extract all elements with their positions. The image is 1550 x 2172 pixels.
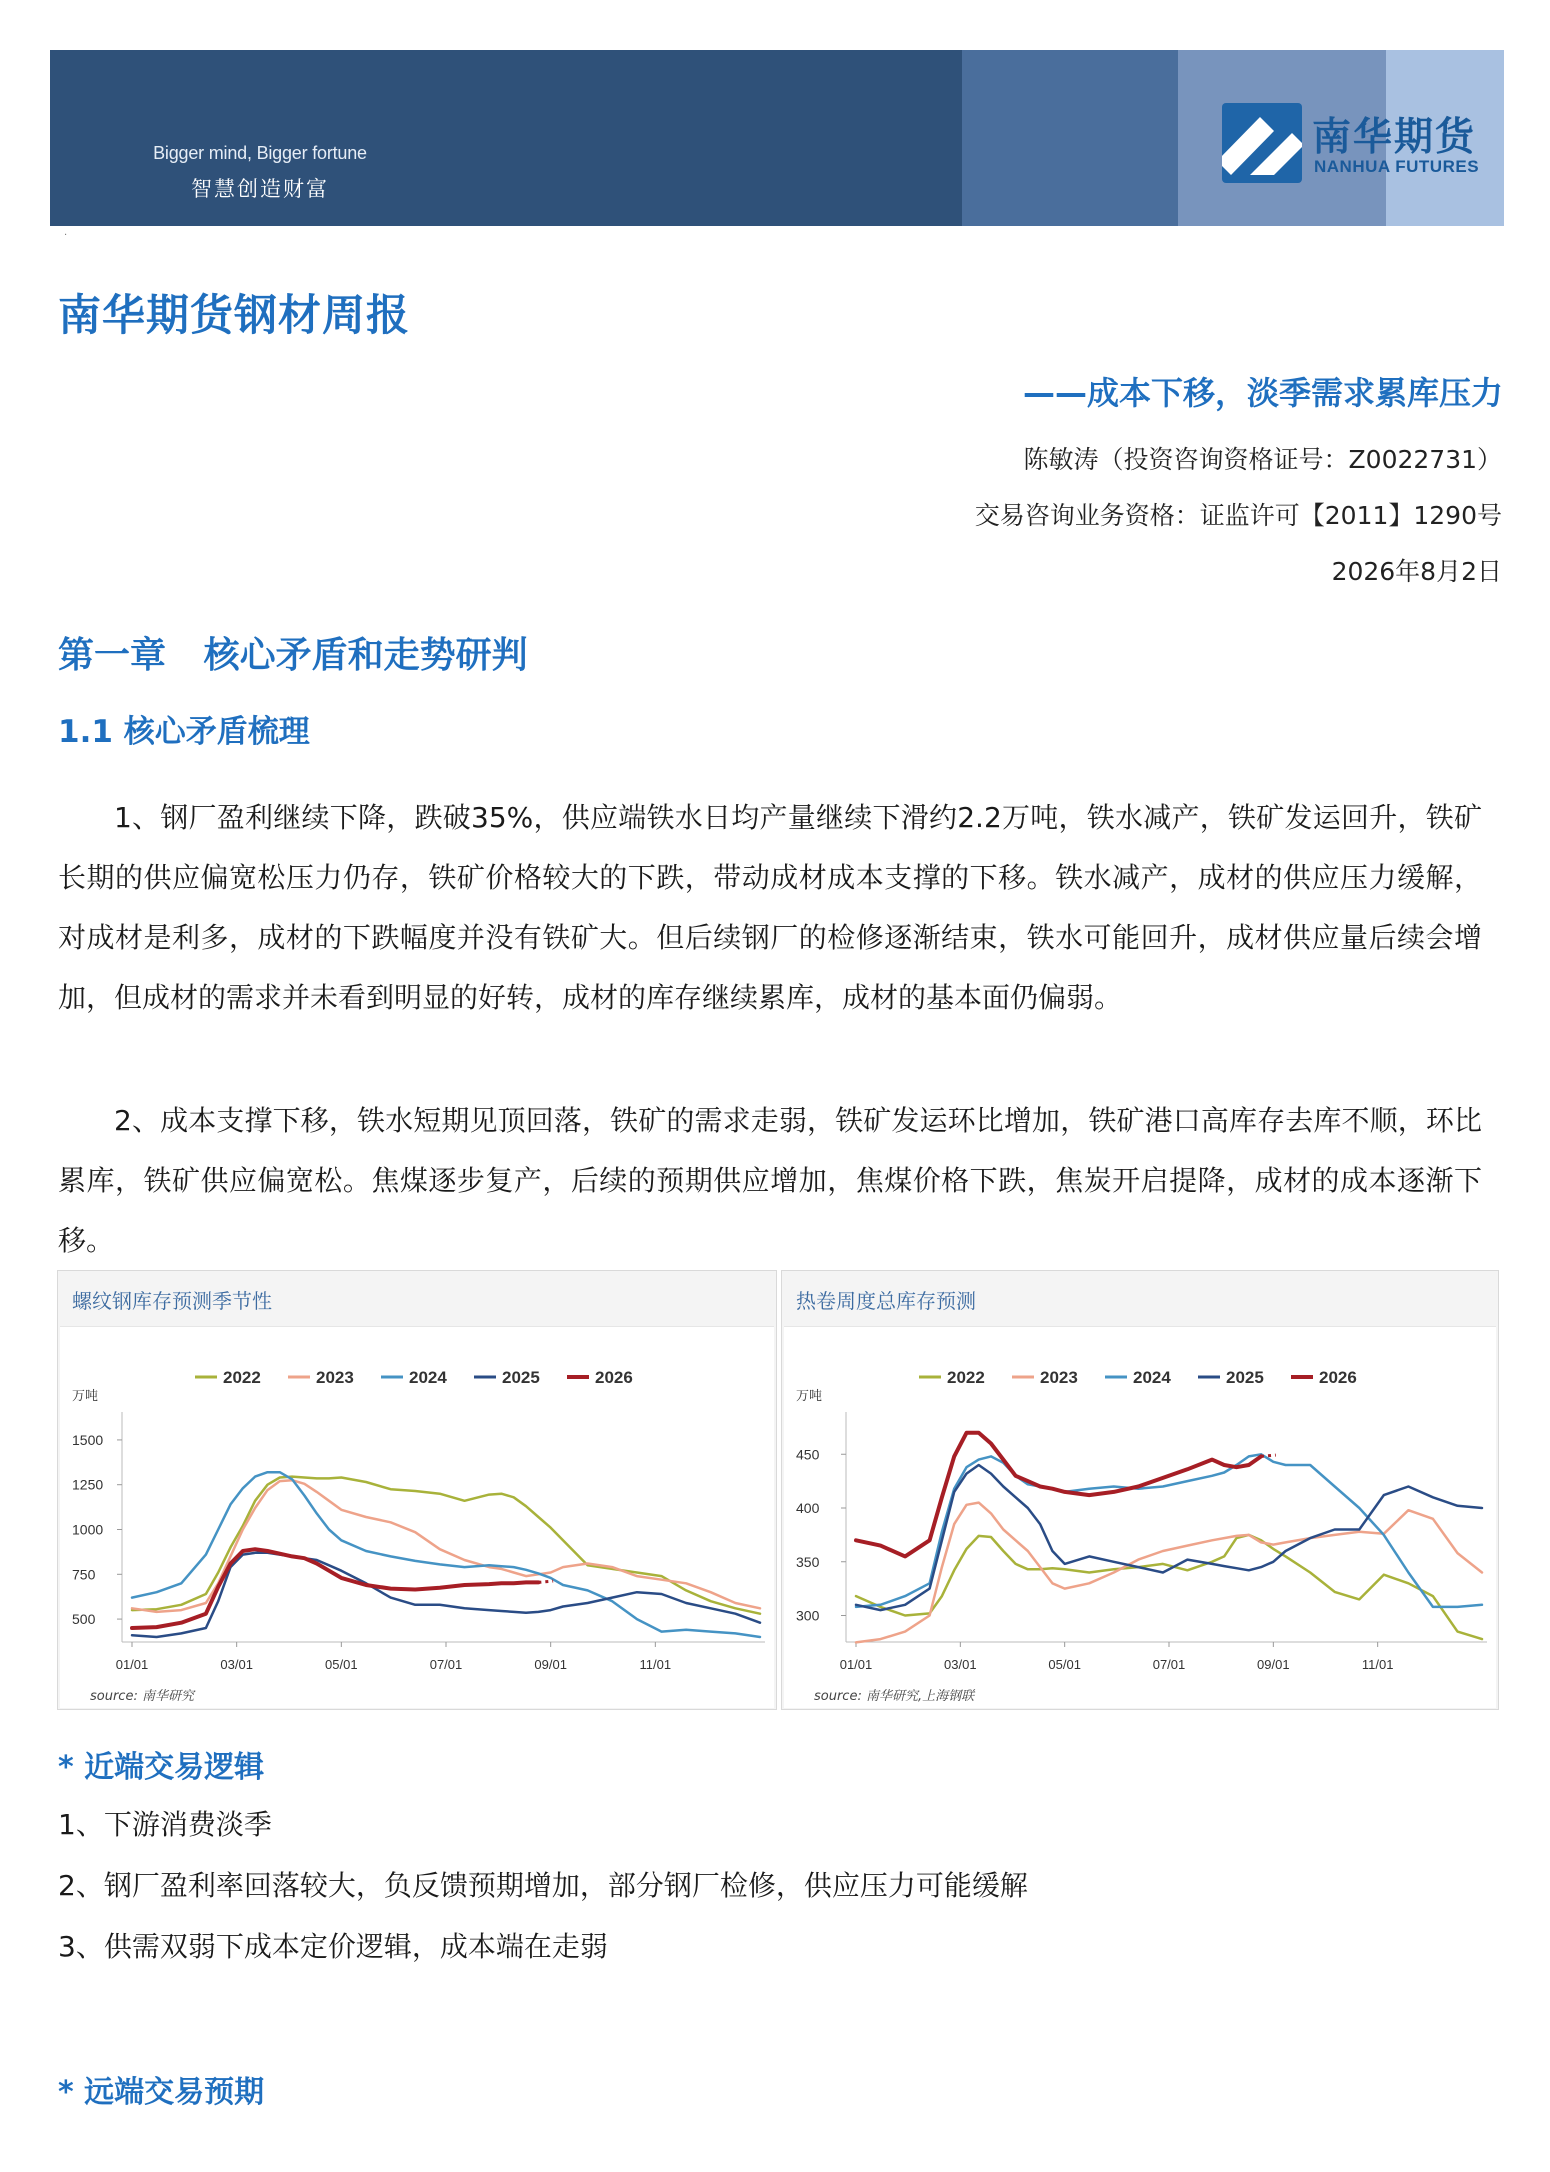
chart-title: 热卷周度总库存预测 <box>796 1289 976 1313</box>
legend-label: 2026 <box>595 1368 633 1387</box>
y-tick-label: 300 <box>796 1607 820 1624</box>
x-tick-label: 01/01 <box>115 1657 149 1672</box>
x-tick-label: 07/01 <box>1152 1657 1186 1672</box>
legend-label: 2023 <box>316 1368 354 1387</box>
hot-coil-inventory-line-chart <box>784 1327 1496 1708</box>
y-tick-label: 450 <box>796 1446 820 1463</box>
legend-label: 2024 <box>409 1368 447 1387</box>
rebar-inventory-line-chart <box>60 1327 774 1708</box>
x-tick-label: 03/01 <box>220 1657 253 1672</box>
legend-label: 2026 <box>1319 1368 1357 1387</box>
list-item: 1、下游消费淡季 <box>58 1808 272 1841</box>
report-subtitle: ——成本下移，淡季需求累库压力 <box>1022 374 1503 412</box>
x-tick-label: 09/01 <box>1257 1657 1290 1672</box>
forecast-dots <box>1261 1455 1276 1456</box>
x-tick-label: 11/01 <box>1361 1657 1394 1672</box>
y-tick-label: 1000 <box>72 1521 104 1538</box>
hot-coil-inventory-chart-panel <box>781 1270 1499 1710</box>
legend-label: 2023 <box>1040 1368 1078 1387</box>
y-tick-label: 350 <box>796 1553 820 1570</box>
forecast-dots <box>538 1581 553 1582</box>
series-line-2026 <box>856 1433 1261 1557</box>
legend-label: 2024 <box>1133 1368 1171 1387</box>
chart-source: source: 南华研究,上海钢联 <box>814 1689 975 1704</box>
y-unit-label: 万吨 <box>796 1389 823 1404</box>
far-term-heading: * 远端交易预期 <box>58 2075 265 2110</box>
slogan-cn: 智慧创造财富 <box>191 177 329 201</box>
rebar-inventory-chart-panel <box>57 1270 777 1710</box>
logo-text-cn: 南华期货 <box>1312 115 1477 160</box>
banner-band <box>962 50 1178 226</box>
y-tick-label: 500 <box>72 1611 96 1628</box>
x-tick-label: 05/01 <box>1048 1657 1081 1672</box>
report-title: 南华期货钢材周报 <box>58 291 410 341</box>
header-banner <box>50 50 1504 226</box>
chart-source: source: 南华研究 <box>90 1689 194 1704</box>
list-item: 3、供需双弱下成本定价逻辑，成本端在走弱 <box>58 1930 608 1963</box>
series-line-2023 <box>132 1480 760 1612</box>
series-line-2023 <box>856 1503 1482 1643</box>
y-tick-label: 1250 <box>72 1476 104 1493</box>
slogan-en: Bigger mind, Bigger fortune <box>153 143 367 163</box>
logo-text-en: NANHUA FUTURES <box>1314 157 1480 176</box>
legend-label: 2022 <box>947 1368 985 1387</box>
nanhua-logo-icon <box>1222 103 1302 183</box>
report-date: 2026年8月2日 <box>1331 557 1502 586</box>
license-line: 交易咨询业务资格：证监许可【2011】1290号 <box>974 501 1502 530</box>
series-line-2026 <box>132 1549 538 1628</box>
y-tick-label: 400 <box>796 1500 820 1516</box>
y-unit-label: 万吨 <box>72 1389 99 1404</box>
list-item: 2、钢厂盈利率回落较大，负反馈预期增加，部分钢厂检修，供应压力可能缓解 <box>58 1869 1028 1902</box>
chart-area <box>784 1326 1496 1708</box>
legend-label: 2025 <box>502 1368 540 1387</box>
chapter-title: 第一章 核心矛盾和走势研判 <box>58 635 528 676</box>
author-line: 陈敏涛（投资咨询资格证号：Z0022731） <box>1023 445 1502 474</box>
x-tick-label: 07/01 <box>429 1657 463 1672</box>
x-tick-label: 03/01 <box>944 1657 977 1672</box>
legend-label: 2022 <box>223 1368 261 1387</box>
chart-area <box>60 1326 774 1708</box>
x-tick-label: 05/01 <box>325 1657 358 1672</box>
series-line-2022 <box>132 1477 760 1614</box>
y-tick-label: 750 <box>72 1566 96 1583</box>
near-term-heading: * 近端交易逻辑 <box>58 1750 265 1785</box>
x-tick-label: 11/01 <box>639 1657 672 1672</box>
separator-dot: · <box>64 230 68 241</box>
body-paragraph: 1、钢厂盈利继续下降，跌破35%，供应端铁水日均产量继续下滑约2.2万吨，铁水减产，铁矿发运回升，铁矿长期的供应偏宽松压力仍存，铁矿价格较大的下跌，带动成材成本支撑的下移。铁水减产，成材的供应压力缓解，对成材是利多，成材的下跌幅度并没有铁矿大。但后续钢厂的检修逐渐结束，铁水可能回升，成材供应量后续会增加，但成材的需求并未看到明显的好转，成材的库存继续累库，成材的基本面仍偏弱。 <box>58 801 1482 1014</box>
y-tick-label: 1500 <box>72 1431 104 1448</box>
x-tick-label: 01/01 <box>839 1657 873 1672</box>
chart-title: 螺纹钢库存预测季节性 <box>72 1289 272 1313</box>
x-tick-label: 09/01 <box>534 1657 567 1672</box>
legend-label: 2025 <box>1226 1368 1264 1387</box>
section-title: 1.1 核心矛盾梳理 <box>58 714 310 750</box>
body-paragraph: 2、成本支撑下移，铁水短期见顶回落，铁矿的需求走弱，铁矿发运环比增加，铁矿港口高库存去库不顺，环比累库，铁矿供应偏宽松。焦煤逐步复产，后续的预期供应增加，焦煤价格下跌，焦炭开启提降，成材的成本逐渐下移。 <box>58 1104 1482 1257</box>
